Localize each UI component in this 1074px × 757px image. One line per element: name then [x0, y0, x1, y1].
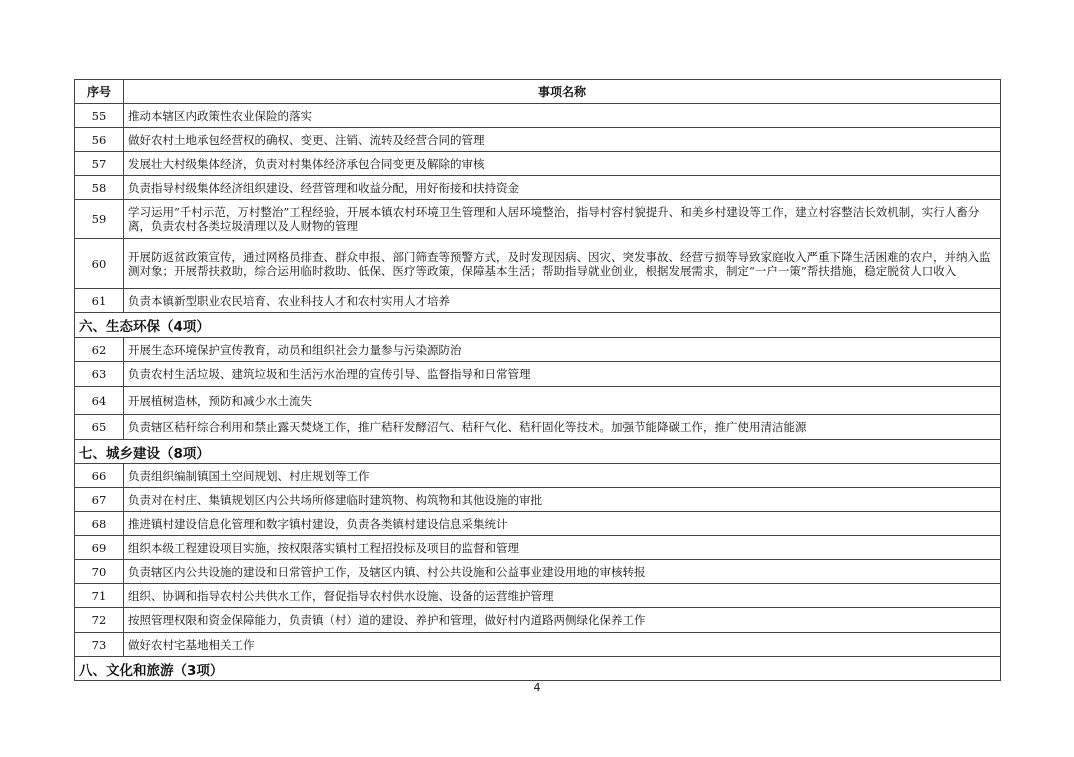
row-number: 62	[75, 338, 124, 362]
table-row	[75, 560, 1001, 584]
header-seq: 序号	[75, 80, 124, 104]
row-item-text: 负责组织编制镇国土空间规划、村庄规划等工作	[124, 464, 1001, 488]
table-row	[75, 387, 1001, 415]
row-item-text: 负责辖区内公共设施的建设和日常管护工作，及辖区内镇、村公共设施和公益事业建设用地的审核转报	[124, 560, 1001, 584]
row-item-text: 做好农村宅基地相关工作	[124, 633, 1001, 657]
section-title: 七、城乡建设（8项）	[75, 440, 1001, 464]
section-title: 八、文化和旅游（3项）	[75, 657, 1001, 681]
row-item-text: 负责本镇新型职业农民培育、农业科技人才和农村实用人才培养	[124, 289, 1001, 313]
row-number: 67	[75, 488, 124, 512]
table-row	[75, 464, 1001, 488]
row-item-text: 组织、协调和指导农村公共供水工作，督促指导农村供水设施、设备的运营维护管理	[124, 584, 1001, 608]
table-row	[75, 633, 1001, 657]
row-number: 59	[75, 200, 124, 239]
table-row	[75, 128, 1001, 152]
row-item-text: 负责农村生活垃圾、建筑垃圾和生活污水治理的宣传引导、监督指导和日常管理	[124, 362, 1001, 387]
table-row	[75, 239, 1001, 289]
row-number: 70	[75, 560, 124, 584]
row-number: 69	[75, 536, 124, 560]
row-item-text: 负责指导村级集体经济组织建设、经营管理和收益分配，用好衔接和扶持资金	[124, 176, 1001, 200]
section-title: 六、生态环保（4项）	[75, 313, 1001, 338]
row-number: 72	[75, 608, 124, 633]
row-item-text: 按照管理权限和资金保障能力，负责镇（村）道的建设、养护和管理，做好村内道路两侧绿化保养工作	[124, 608, 1001, 633]
row-number: 64	[75, 387, 124, 415]
row-number: 73	[75, 633, 124, 657]
row-item-text: 开展生态环境保护宣传教育，动员和组织社会力量参与污染源防治	[124, 338, 1001, 362]
row-number: 56	[75, 128, 124, 152]
row-item-text: 组织本级工程建设项目实施，按权限落实镇村工程招投标及项目的监督和管理	[124, 536, 1001, 560]
table-row	[75, 584, 1001, 608]
row-item-text: 负责对在村庄、集镇规划区内公共场所修建临时建筑物、构筑物和其他设施的审批	[124, 488, 1001, 512]
table-header-row	[75, 80, 1001, 104]
table-row	[75, 104, 1001, 128]
table-row	[75, 608, 1001, 633]
header-item-name: 事项名称	[124, 80, 1001, 104]
table-row	[75, 176, 1001, 200]
table-row	[75, 200, 1001, 239]
row-item-text: 推进镇村建设信息化管理和数字镇村建设，负责各类镇村建设信息采集统计	[124, 512, 1001, 536]
section-row	[75, 440, 1001, 464]
row-item-text: 开展植树造林，预防和减少水土流失	[124, 387, 1001, 415]
row-item-text: 负责辖区秸秆综合利用和禁止露天焚烧工作，推广秸秆发酵沼气、秸秆气化、秸秆固化等技术。加强节能降碳工作，推广使用清洁能源	[124, 415, 1001, 440]
row-item-text: 开展防返贫政策宣传，通过网格员排查、群众申报、部门筛查等预警方式，及时发现因病、因灾、突发事故、经营亏损等导致家庭收入严重下降生活困难的农户，并纳入监测对象；开展帮扶救助，综合运用临时救助、低保、医疗等政策，保障基本生活；帮助指导就业创业，根据发展需求，制定“一户一策”帮扶措施，稳定脱贫人口收入	[124, 239, 1001, 289]
row-item-text: 发展壮大村级集体经济，负责对村集体经济承包合同变更及解除的审核	[124, 152, 1001, 176]
row-number: 61	[75, 289, 124, 313]
page-number: 4	[533, 681, 541, 694]
row-number: 68	[75, 512, 124, 536]
table-row	[75, 152, 1001, 176]
row-number: 66	[75, 464, 124, 488]
row-number: 55	[75, 104, 124, 128]
row-item-text: 学习运用“千村示范，万村整治”工程经验，开展本镇农村环境卫生管理和人居环境整治，指导村容村貌提升、和美乡村建设等工作，建立村容整洁长效机制，实行人畜分离，负责农村各类垃圾清理以及人财物的管理	[124, 200, 1001, 239]
matters-table	[74, 79, 1001, 681]
section-row	[75, 657, 1001, 681]
row-item-text: 做好农村土地承包经营权的确权、变更、注销、流转及经营合同的管理	[124, 128, 1001, 152]
table-row	[75, 488, 1001, 512]
row-number: 57	[75, 152, 124, 176]
table-row	[75, 512, 1001, 536]
table-row	[75, 362, 1001, 387]
section-row	[75, 313, 1001, 338]
table-row	[75, 338, 1001, 362]
table-row	[75, 536, 1001, 560]
table-row	[75, 289, 1001, 313]
row-number: 63	[75, 362, 124, 387]
row-number: 65	[75, 415, 124, 440]
row-number: 71	[75, 584, 124, 608]
row-number: 58	[75, 176, 124, 200]
table-row	[75, 415, 1001, 440]
row-item-text: 推动本辖区内政策性农业保险的落实	[124, 104, 1001, 128]
row-number: 60	[75, 239, 124, 289]
